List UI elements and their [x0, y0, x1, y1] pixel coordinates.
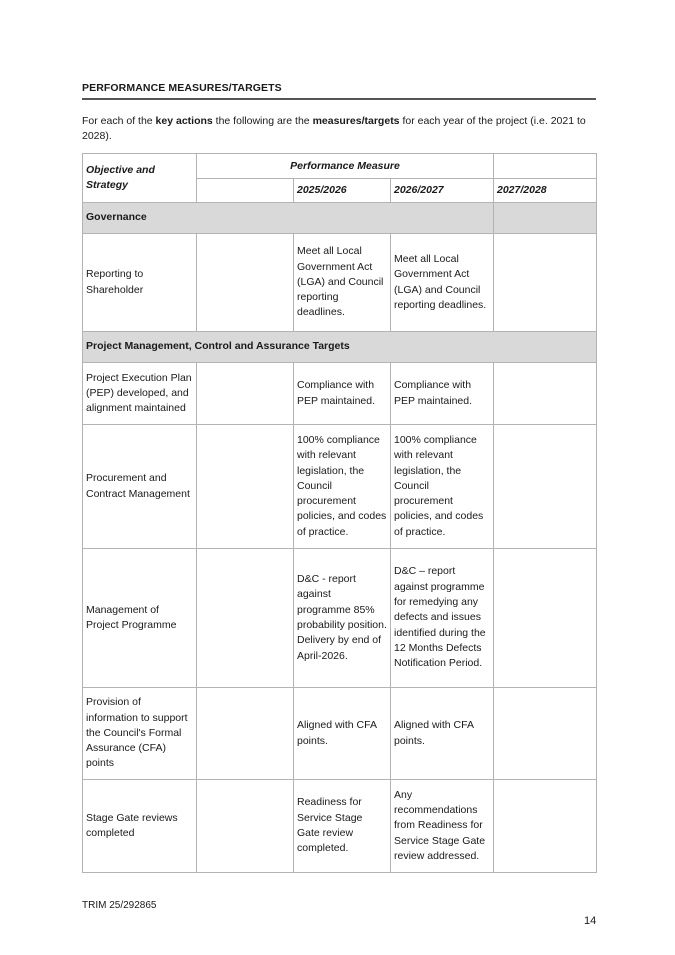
- empty-cell: [197, 363, 294, 425]
- measure-2027-2028: [494, 688, 597, 780]
- empty-cell: [197, 425, 294, 549]
- header-year-2027-2028: 2027/2028: [494, 179, 597, 203]
- empty-cell: [197, 549, 294, 688]
- section-empty-cell: [494, 203, 597, 234]
- measure-2026-2027: Any recommendations from Readiness for Service Stage Gate review addressed.: [391, 780, 494, 873]
- section-heading: PERFORMANCE MEASURES/TARGETS: [82, 82, 596, 100]
- trim-reference: TRIM 25/292865: [82, 900, 157, 911]
- table-row: [83, 688, 597, 780]
- measure-2027-2028: [494, 780, 597, 873]
- page-number: 14: [584, 915, 597, 927]
- empty-cell: [197, 234, 294, 332]
- table-row: [83, 780, 597, 873]
- measure-2027-2028: [494, 234, 597, 332]
- table-row: [83, 425, 597, 549]
- objective-cell: Provision of information to support the Council's Formal Assurance (CFA) points: [83, 688, 197, 780]
- section-row-project-management: [83, 332, 597, 363]
- objective-cell: Project Execution Plan (PEP) developed, and alignment maintained: [83, 363, 197, 425]
- measure-2027-2028: [494, 363, 597, 425]
- measure-2025-2026: D&C - report against programme 85% probability position. Delivery by end of April-2026.: [294, 549, 391, 688]
- measure-2026-2027: 100% compliance with relevant legislation, the Council procurement policies, and codes of practice.: [391, 425, 494, 549]
- intro-text: For each of the: [82, 115, 156, 127]
- empty-cell: [197, 780, 294, 873]
- objective-cell: Stage Gate reviews completed: [83, 780, 197, 873]
- header-year-2026-2027: 2026/2027: [391, 179, 494, 203]
- header-year-2025-2026: 2025/2026: [294, 179, 391, 203]
- measure-2026-2027: Compliance with PEP maintained.: [391, 363, 494, 425]
- measure-2027-2028: [494, 425, 597, 549]
- intro-bold-key-actions: key actions: [155, 115, 213, 127]
- measure-2027-2028: [494, 549, 597, 688]
- table-row: [83, 363, 597, 425]
- objective-cell: Reporting to Shareholder: [83, 234, 197, 332]
- measure-2025-2026: Compliance with PEP maintained.: [294, 363, 391, 425]
- section-title: Project Management, Control and Assurance Targets: [83, 332, 597, 363]
- measure-2026-2027: Aligned with CFA points.: [391, 688, 494, 780]
- header-empty-cell: [197, 179, 294, 203]
- header-empty-cell: [494, 154, 597, 179]
- performance-measures-table: [82, 153, 597, 873]
- intro-text: the following are the: [212, 115, 313, 127]
- section-row-governance: [83, 203, 597, 234]
- measure-2025-2026: Readiness for Service Stage Gate review completed.: [294, 780, 391, 873]
- measure-2026-2027: Meet all Local Government Act (LGA) and Council reporting deadlines.: [391, 234, 494, 332]
- objective-cell: Management of Project Programme: [83, 549, 197, 688]
- empty-cell: [197, 688, 294, 780]
- intro-paragraph: [82, 114, 598, 144]
- measure-2025-2026: Meet all Local Government Act (LGA) and Council reporting deadlines.: [294, 234, 391, 332]
- table-row: [83, 234, 597, 332]
- table-row: [83, 549, 597, 688]
- header-performance-measure: Performance Measure: [197, 154, 494, 179]
- measure-2026-2027: D&C – report against programme for remedying any defects and issues identified during the 12 Months Defects Notification Period.: [391, 549, 494, 688]
- intro-bold-measures: measures/targets: [312, 115, 400, 127]
- measure-2025-2026: Aligned with CFA points.: [294, 688, 391, 780]
- intro-text: for each year of the project (i.e. 2021 to 2028).: [82, 115, 586, 142]
- measure-2025-2026: 100% compliance with relevant legislation, the Council procurement policies, and codes of practice.: [294, 425, 391, 549]
- objective-cell: Procurement and Contract Management: [83, 425, 197, 549]
- header-objective: Objective and Strategy: [83, 154, 197, 203]
- section-title: Governance: [83, 203, 494, 234]
